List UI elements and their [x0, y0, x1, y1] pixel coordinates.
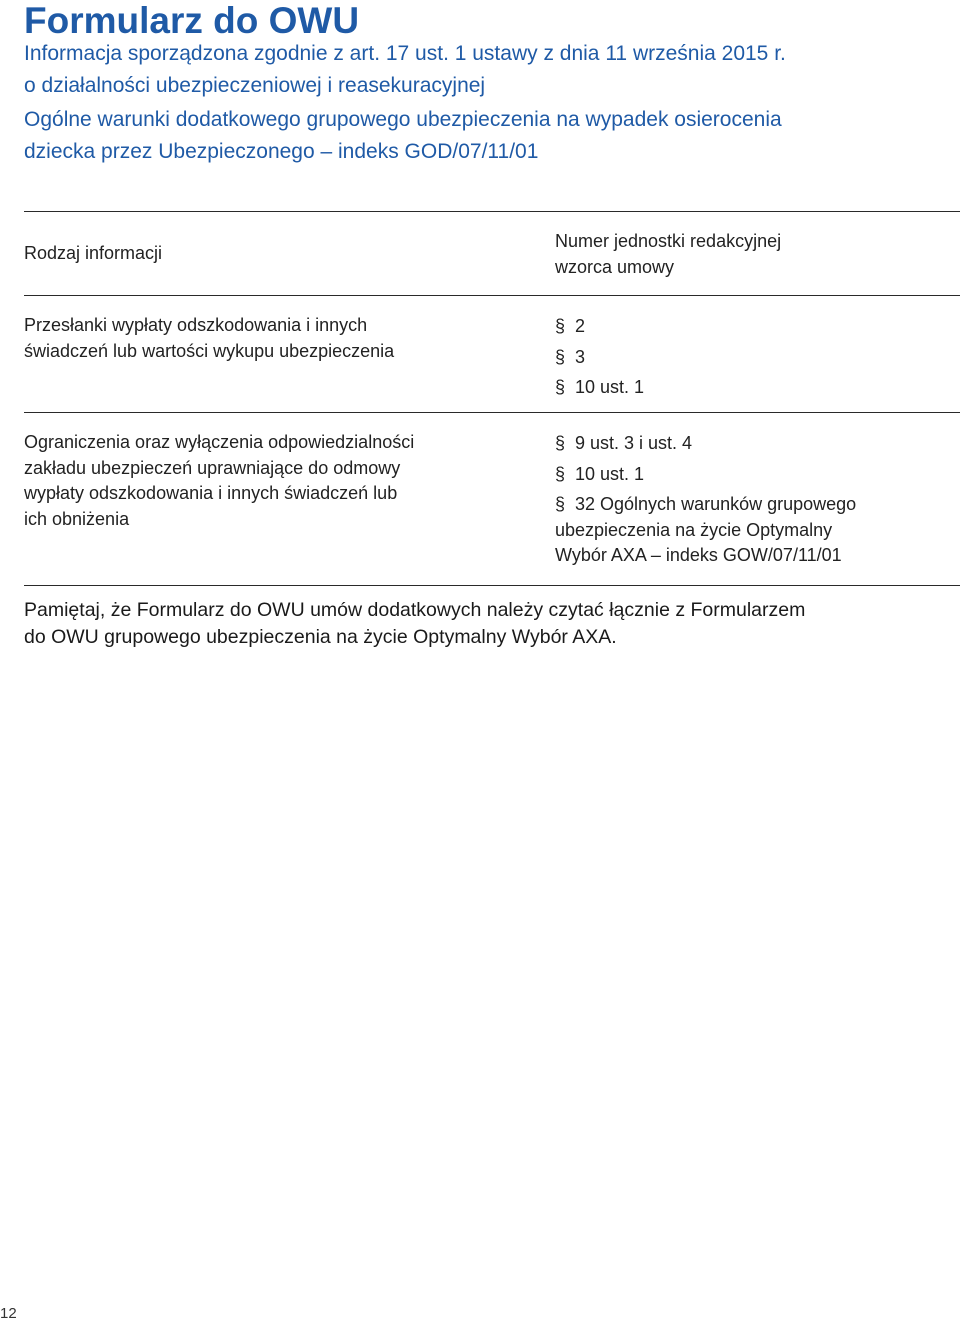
section-reference — [555, 428, 856, 459]
column-header-line: wzorca umowy — [555, 256, 675, 277]
section-reference-text: 3 — [575, 346, 586, 367]
row-label-line: zakładu ubezpieczeń uprawniające do odmowy — [24, 457, 401, 478]
table-header-rule — [24, 295, 960, 296]
section-reference-text: 32 Ogólnych warunków grupowego — [575, 494, 857, 514]
reading-note-line: Pamiętaj, że Formularz do OWU umów dodatkowych należy czytać łącznie z Formularzem — [24, 599, 806, 621]
section-sign: § — [555, 346, 566, 367]
section-reference-text: 2 — [575, 316, 586, 336]
section-reference-text: 10 ust. 1 — [575, 463, 645, 484]
section-reference-text: 10 ust. 1 — [575, 377, 645, 397]
page-number: 12 — [0, 1305, 17, 1322]
section-sign: § — [555, 377, 566, 397]
section-reference-text: 9 ust. 3 i ust. 4 — [575, 433, 693, 453]
reading-note — [24, 597, 805, 651]
section-reference — [555, 342, 644, 373]
section-reference — [555, 489, 856, 569]
table-bottom-rule — [24, 585, 960, 586]
intro-line: Ogólne warunki dodatkowego grupowego ubezpieczenia na wypadek osierocenia — [24, 108, 782, 131]
section-reference — [555, 372, 644, 403]
section-reference — [555, 459, 856, 490]
row-label-line: świadczeń lub wartości wykupu ubezpieczenia — [24, 340, 395, 361]
section-sign: § — [555, 463, 566, 484]
table-top-rule — [24, 211, 960, 212]
section-reference — [555, 311, 644, 342]
row-label-line: Przesłanki wypłaty odszkodowania i innych — [24, 315, 368, 335]
intro-line: o działalności ubezpieczeniowej i reasekuracyjnej — [24, 74, 486, 97]
intro-line: dziecka przez Ubezpieczonego – indeks GOD/07/11/01 — [24, 140, 539, 163]
section-sign: § — [555, 433, 566, 453]
column-header-info-type: Rodzaj informacji — [24, 243, 163, 263]
table-row-1-label — [24, 313, 394, 364]
section-sign: § — [555, 316, 566, 336]
row-label-line: Ograniczenia oraz wyłączenia odpowiedzialności — [24, 432, 415, 452]
table-row-2-label — [24, 430, 414, 532]
section-sign: § — [555, 494, 566, 514]
section-reference-continuation: Wybór AXA – indeks GOW/07/11/01 — [555, 545, 842, 565]
document-title: Formularz do OWU — [24, 0, 360, 41]
row-label-line: wypłaty odszkodowania i innych świadczeń lub — [24, 483, 398, 503]
reading-note-line: do OWU grupowego ubezpieczenia na życie Optymalny Wybór AXA. — [24, 626, 617, 648]
intro-line: Informacja sporządzona zgodnie z art. 17 ust. 1 ustawy z dnia 11 września 2015 r. — [24, 42, 786, 65]
section-reference-continuation: ubezpieczenia na życie Optymalny — [555, 519, 833, 540]
table-row-1-references — [555, 311, 644, 403]
table-row-divider — [24, 412, 960, 413]
column-header-line: Numer jednostki redakcyjnej — [555, 231, 782, 251]
row-label-line: ich obniżenia — [24, 508, 130, 529]
column-header-unit-number — [555, 229, 781, 280]
table-row-2-references — [555, 428, 856, 569]
